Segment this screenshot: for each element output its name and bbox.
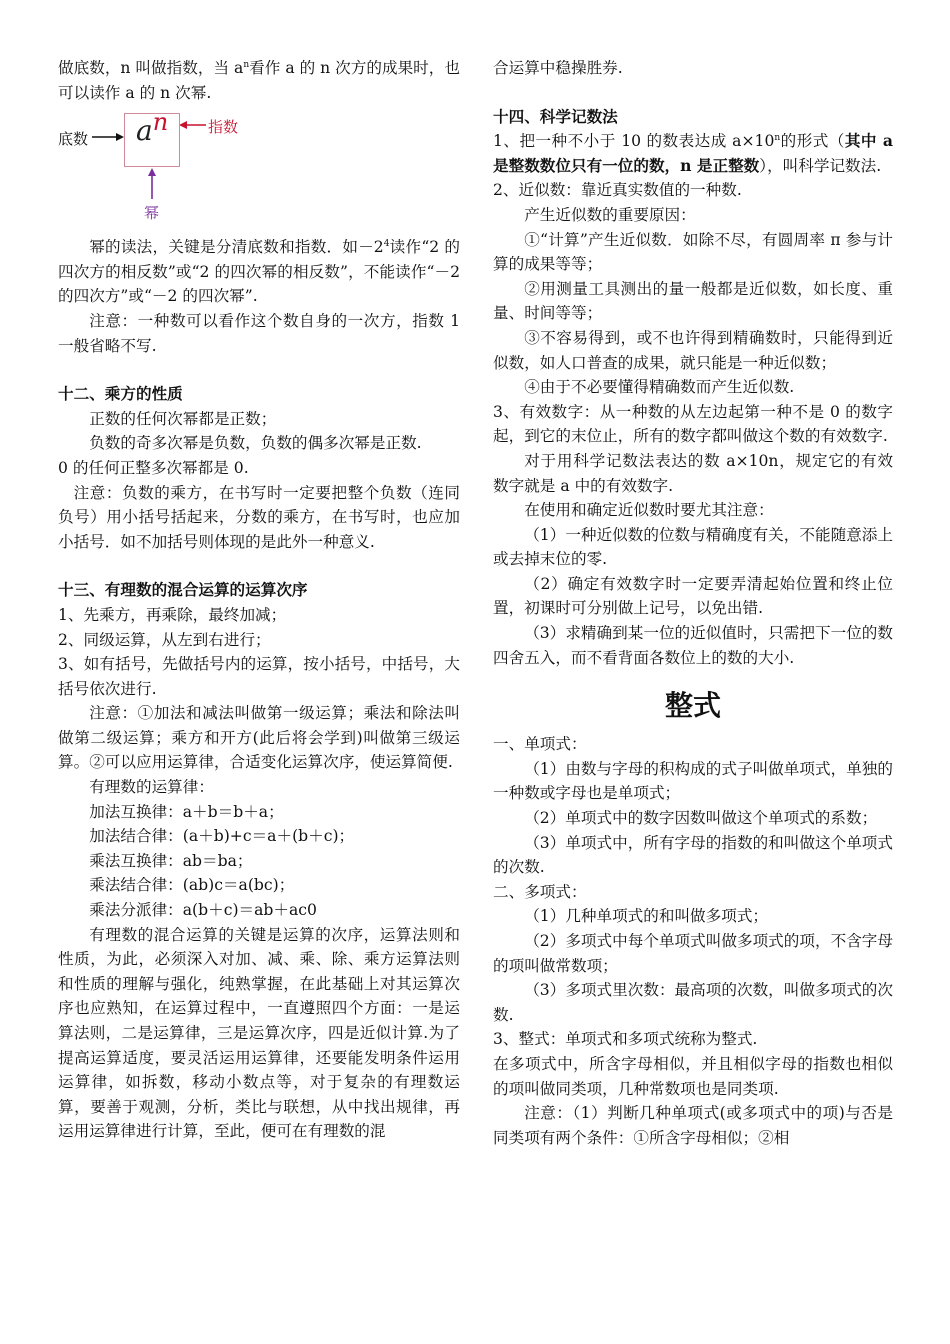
law-line: 加法结合律：(a＋b)+c＝a＋(b＋c)；	[89, 827, 355, 846]
continued-text: 合运算中稳操胜券.	[493, 59, 623, 77]
power-label: 幂	[144, 204, 160, 223]
zs-line: （2）多项式中每个单项式叫做多项式的项，不含字母的项叫做常数项；	[493, 932, 893, 975]
power-expression: an	[136, 108, 169, 148]
left-column	[58, 56, 460, 1144]
s14-line: 在使用和确定近似数时要尤其注意：	[524, 501, 774, 520]
s14-line-1: 1、把一种不小于 10 的数表达成 $a\times 10^n$的形式（其中 a 是整数数位只有一位的数，n 是正整数），叫科学记数法.	[493, 131, 893, 175]
s14-line: ③不容易得到，或不也许得到精确数时，只能得到近似数，如人口普查的成果，就只能是一种近似数；	[493, 328, 893, 372]
zs-line: （3）单项式中，所有字母的指数的和叫做这个单项式的次数.	[493, 833, 893, 877]
s14-line: （2）确定有效数字时一定要弄清起始位置和终止位置，初课时可分别做上记号，以免出错.	[493, 574, 893, 618]
section-13-title: 十三、有理数的混合运算的运算次序	[58, 580, 308, 600]
law-line: 乘法互换律：ab＝ba；	[89, 851, 253, 870]
zs-line: （2）单项式中的数字因数叫做这个单项式的系数；	[524, 809, 878, 828]
chapter-title: 整式	[664, 689, 721, 723]
s13-note: 注意：①加法和减法叫做第一级运算；乘法和除法叫做第二级运算；乘方和开方(此后将会学到)叫做第三级运算。②可以应用运算律，合适变化运算次序，使运算简便.	[58, 704, 460, 772]
s12-line: 负数的奇多次幂是负数，负数的偶多次幂是正数.	[89, 434, 422, 453]
intro-paragraph: 做底数，n 叫做指数，当 $a^n$看作 a 的 n 次方的成果时，也可以读作 a 的 n 次幂.	[58, 59, 460, 102]
zs-line: 二、多项式：	[493, 882, 587, 901]
laws-title: 有理数的运算律：	[89, 778, 214, 797]
right-column	[493, 56, 893, 1150]
s14-line: ②用测量工具测出的量一般都是近似数，如长度、重量、时间等等；	[493, 279, 893, 323]
zs-line: （1）由数与字母的积构成的式子叫做单项式，单独的一种数或字母也是单项式；	[493, 759, 893, 803]
zs-line: （1）几种单项式的和叫做多项式；	[524, 907, 769, 926]
section-12-title: 十二、乘方的性质	[58, 384, 183, 404]
s12-line: 正数的任何次幂都是正数；	[89, 409, 277, 428]
reading-paragraph: 幂的读法，关键是分清底数和指数．如$-2^4$读作“2 的四次方的相反数”或“2 的四次幂的相反数”，不能读作“－2 的四次方”或“－2 的四次幂”.	[58, 238, 461, 306]
section-14-title: 十四、科学记数法	[493, 106, 618, 126]
s14-line: 2、近似数：靠近真实数值的一种数.	[493, 181, 742, 200]
zs-line: 3、整式：单项式和多项式统称为整式.	[493, 1030, 758, 1049]
law-line: 加法互换律：a＋b＝b＋a；	[89, 802, 284, 821]
s14-line: ④由于不必要懂得精确数而产生近似数.	[524, 378, 795, 397]
power-diagram-arrows	[58, 109, 460, 227]
zs-line: （3）多项式里次数：最高项的次数，叫做多项式的次数.	[493, 981, 893, 1024]
note-paragraph: 注意：一种数可以看作这个数自身的一次方，指数 1 一般省略不写.	[58, 311, 460, 355]
s14-line: （1）一种近似数的位数与精确度有关，不能随意添上或去掉末位的零.	[493, 525, 893, 569]
zs-line: 一、单项式：	[493, 735, 587, 754]
s14-line: 产生近似数的重要原因：	[524, 205, 696, 224]
law-line: 乘法分派律：a(b＋c)＝ab＋ac0	[89, 901, 317, 920]
s14-line: 3、有效数字：从一种数的从左边起第一种不是 0 的数字起，到它的末位止，所有的数字都叫做这个数的有效数字.	[493, 402, 893, 446]
s13-line: 1、先乘方，再乘除，最终加减；	[58, 605, 287, 624]
power-diagram	[58, 109, 460, 227]
s14-line: （3）求精确到某一位的近似值时，只需把下一位的数四舍五入，而不看背面各数位上的数的大小.	[493, 624, 893, 667]
zs-line: 在多项式中，所含字母相似，并且相似字母的指数也相似的项叫做同类项，几种常数项也是同类项.	[493, 1054, 893, 1098]
zs-line: 注意：（1）判断几种单项式(或多项式中的项)与否是同类项有两个条件：①所含字母相似；②相	[493, 1104, 893, 1147]
base-label: 底数	[58, 130, 89, 149]
closing-paragraph: 有理数的混合运算的关键是运算的次序，运算法则和性质，为此，必须深入对加、减、乘、除、乘方运算法则和性质的理解与强化，纯熟掌握，在此基础上对其运算次序也应熟知，在运算过程中，一直遵照四个方面：一是运算法则，二是运算律，三是运算次序，四是近似计算.为了提高运算适度，要灵活运用运算律，还要能发明条件运用运算律，如拆数，移动小数点等，对于复杂的有理数运算，要善于观测，分析，类比与联想，从中找出规律，再运用运算律进行计算，至此，便可在有理数的混	[58, 925, 460, 1141]
s14-line: 对于用科学记数法表达的数 a×10n，规定它的有效数字就是 a 中的有效数字.	[493, 451, 893, 495]
s14-line: ①“计算”产生近似数．如除不尽，有圆周率 π 参与计算的成果等等；	[493, 230, 893, 274]
exponent-label: 指数	[208, 118, 239, 137]
s13-line: 3、如有括号，先做括号内的运算，按小括号，中括号，大括号依次进行.	[58, 655, 460, 698]
s13-line: 2、同级运算，从左到右进行；	[58, 630, 271, 649]
s12-note: 注意：负数的乘方，在书写时一定要把整个负数（连同负号）用小括号括起来，分数的乘方，在书写时，也应加小括号．如不加括号则体现的是此外一种意义.	[58, 483, 460, 551]
s12-line: 0 的任何正整多次幂都是 0.	[58, 458, 249, 477]
law-line: 乘法结合律：(ab)c＝a(bc)；	[89, 876, 295, 895]
